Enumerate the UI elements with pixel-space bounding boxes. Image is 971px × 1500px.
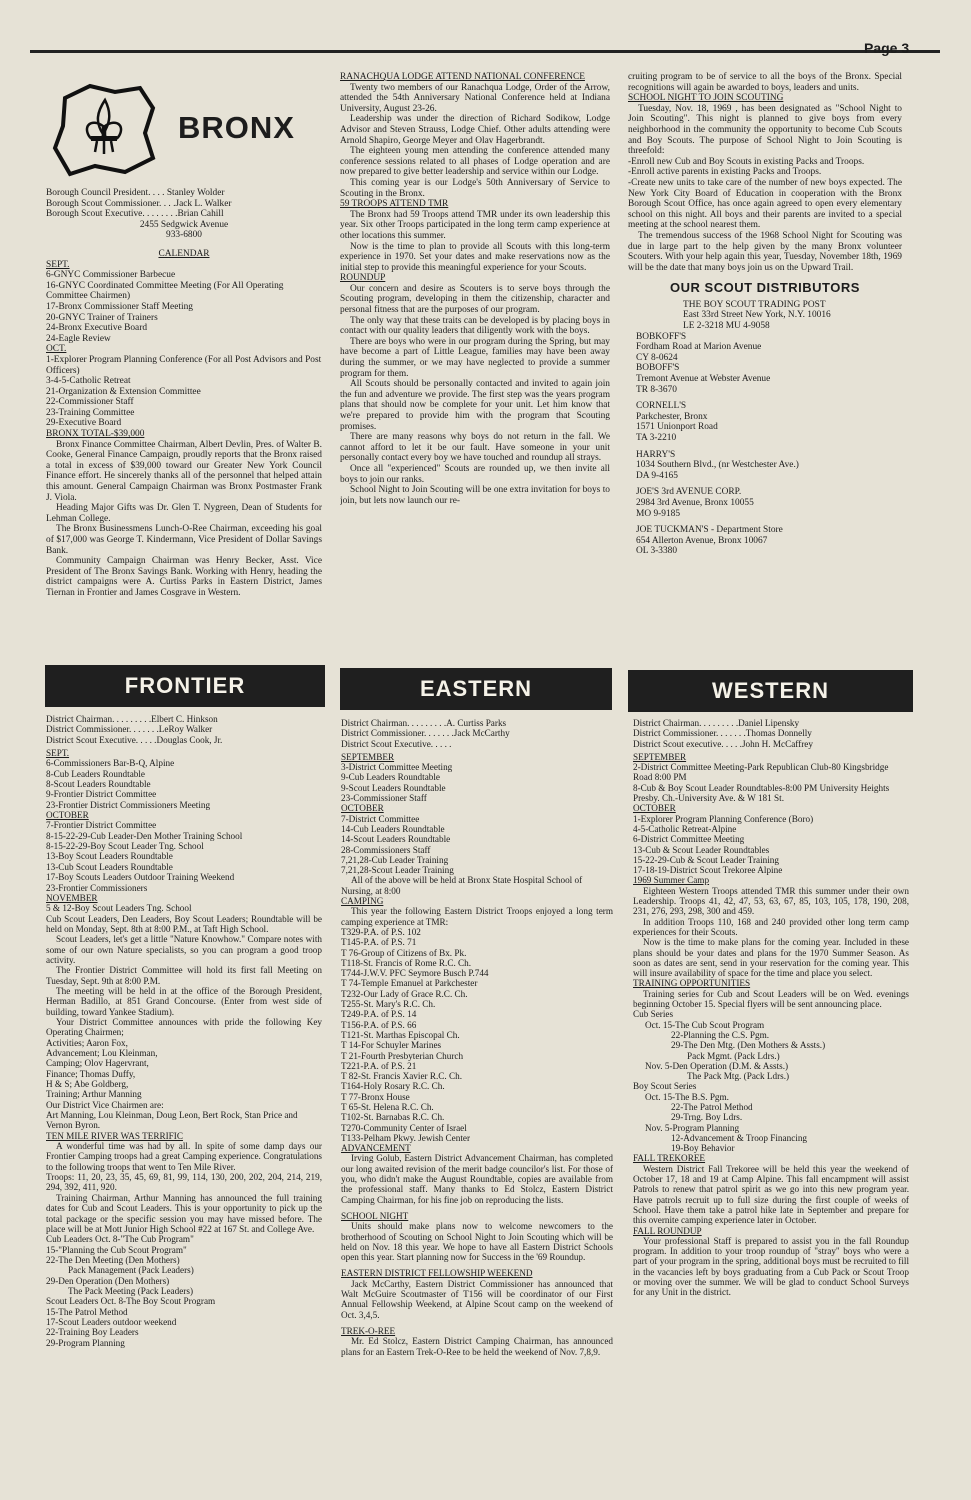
section-heading: TEN MILE RIVER WAS TERRIFIC xyxy=(46,1130,183,1141)
calendar-item: 14-Scout Leaders Roundtable xyxy=(341,834,451,845)
troop-line: T 74-Temple Emanuel at Parkchester xyxy=(341,978,478,989)
paragraph: Western District Fall Trekoree will be held this year the weekend of October 17, 18 and 19 at Camp Alpine. This fall encampment will assist Patrols to renew that patrol spirit as we go into this new program year. Have patrols recruit up to full size during the first couple of weeks of School. Have them take a patrol hike late in September and prepare for this overnite camping experience later in October. xyxy=(633,1163,909,1226)
paragraph: There are boys who were in our program during the Spring, but may have become a part of Little League, families may have been away during the summer, or we may have neglected to provide a summer program for them. xyxy=(340,336,610,379)
paragraph: Heading Major Gifts was Dr. Glen T. Nygreen, Dean of Students for Lehman College. xyxy=(46,503,322,524)
paragraph: -Create new units to take care of the number of new boys expected. The New York City Board of Education in cooperation with the Bronx Borough Scout Office, has once again agreed to open every elementary school on this night. All boys and their parents are invited to a special meeting at the school nearest them. xyxy=(628,177,902,231)
distributor-phone: OL 3-3380 xyxy=(636,546,678,557)
troop-line: T 77-Bronx House xyxy=(341,1091,410,1102)
training-line: 29-Den Operation (Den Mothers) xyxy=(46,1275,170,1286)
middle-column xyxy=(340,72,610,650)
paragraph: The only way that these traits can be developed is by placing boys in contact with our quality leaders that diligently work with the boys. xyxy=(340,315,610,337)
calendar-item: 13-Cub & Scout Leader Roundtables xyxy=(633,844,770,855)
paragraph: All Scouts should be personally contacted and invited to again join the fun and adventure we provide. The first step was the years program plans that should now be complete for your unit. Let him know that we're prepared to provide him with the program that Scouting promises. xyxy=(340,379,610,432)
troop-line: T118-St. Francis of Rome R.C. Ch. xyxy=(341,957,472,968)
troop-line: T249-P.A. of P.S. 14 xyxy=(341,1009,417,1020)
paragraph: Your professional Staff is prepared to assist you in the fall Roundup program. In addition to your troop roundup of "stray" boys who were a part of your program in the spring, additional boys must be recruited to fill in the vacancies left by boys graduating from a Cub Pack or Scout Troop or moving over the summer. We will be glad to conduct School Surveys for any Unit in the district. xyxy=(633,1235,909,1298)
paragraph: -Enroll active parents in existing Packs and Troops. xyxy=(628,167,822,178)
distributor-address: Parkchester, Bronx xyxy=(636,411,708,422)
officer-line: District Chairman. . . . . . . . .Elbert C. Hinkson xyxy=(46,714,218,724)
calendar-item: 13-Cub Scout Leaders Roundtable xyxy=(46,861,173,872)
section-heading: SCHOOL NIGHT xyxy=(341,1210,409,1221)
calendar-item: 21-Organization & Extension Committee xyxy=(46,386,201,397)
training-line: Cub Leaders Oct. 8-"The Cub Program" xyxy=(46,1234,194,1245)
paragraph: Eighteen Western Troops attended TMR this summer under their own Leadership. Troops 41, 42, 47, 53, 63, 67, 85, 103, 105, 178, 190, 208, 231, 276, 293, 298, 300 and 459. xyxy=(633,885,909,917)
calendar-item: All of the above will be held at Bronx State Hospital School of Nursing, at 8:00 xyxy=(341,875,583,896)
calendar-item: 7,21,28-Cub Leader Training xyxy=(341,854,449,865)
officer-line: Borough Scout Commissioner. . . .Jack L. Walker xyxy=(46,198,232,209)
section-heading: TREK-O-REE xyxy=(341,1325,396,1336)
paragraph: Scout Leaders, let's get a little "Nature Knowhow." Compare notes with some of our own Nature specialists, so you can program a good troop activity. xyxy=(46,934,322,965)
paragraph: School Night to Join Scouting will be one extra invitation for boys to join, but lets now launch our re- xyxy=(340,485,610,506)
training-line: 22-The Den Meeting (Den Mothers) xyxy=(46,1254,180,1265)
western-banner: WESTERN xyxy=(628,670,913,712)
distributor-name: JOE'S 3rd AVENUE CORP. xyxy=(636,487,742,498)
distributor-name: BOBKOFF'S xyxy=(636,331,687,342)
calendar-item: 8-Cub & Boy Scout Leader Roundtables-8:00 PM University Heights Presby. Ch.-University Ave. & W 181 St. xyxy=(633,782,890,804)
paragraph: Twenty two members of our Ranachqua Lodge, Order of the Arrow, attended the 54th Anniversary National Conference held at Indiana University, August 23-26. xyxy=(340,82,610,114)
troop-line: T255-St. Mary's R.C. Ch. xyxy=(341,999,436,1010)
month-label: SEPT. xyxy=(46,748,70,759)
distributor-phone: CY 8-0624 xyxy=(636,352,678,363)
bronx-title: BRONX xyxy=(178,110,295,145)
distributor-entry xyxy=(636,525,902,557)
troop-line: T270-Community Center of Israel xyxy=(341,1122,467,1133)
paragraph: Community Campaign Chairman was Henry Becker, Asst. Vice President of The Bronx Savings Bank. Working with Henry, heading the district campaigns were A. Curtiss Parks in Eastern District, James Tiernan in Frontier and James Cosgrave in Western. xyxy=(46,556,322,598)
month-label: OCTOBER xyxy=(341,803,384,814)
calendar-item: 17-Bronx Commissioner Staff Meeting xyxy=(46,301,193,312)
paragraph: Now is the time to make plans for the coming year. Included in these plans should be your dates and plans for the 1970 Summer Season. As soon as dates are sent, send in your reservation for the coming year. This will insure availability of space for the time and place you select. xyxy=(633,937,909,979)
paragraph: The Bronx Businessmens Lunch-O-Ree Chairman, exceeding his goal of $17,000 was George T. Kindermann, Vice President of Dollar Savings Bank. xyxy=(46,524,322,556)
calendar-item: 20-GNYC Trainer of Trainers xyxy=(46,312,158,323)
distributor-address: 1571 Unionport Road xyxy=(636,422,718,433)
calendar-item: 2-District Committee Meeting-Park Republican Club-80 Kingsbridge Road 8:00 PM xyxy=(633,762,889,783)
section-heading: ROUNDUP xyxy=(340,273,386,284)
officer-line: District Chairman. . . . . . . . .Daniel Lipensky xyxy=(633,718,800,728)
calendar-item: 24-Bronx Executive Board xyxy=(46,323,148,334)
distributor-address: Tremont Avenue at Webster Avenue xyxy=(636,374,771,385)
month-label: SEPTEMBER xyxy=(341,751,395,762)
series-item: 12-Advancement & Troop Financing xyxy=(671,1132,808,1143)
series-item: Oct. 15-The Cub Scout Program xyxy=(645,1019,765,1030)
calendar-item: 13-Boy Scout Leaders Roundtable xyxy=(46,851,173,862)
paragraph: Mr. Ed Stolcz, Eastern District Camping Chairman, has announced plans for an Eastern Trek-O-Ree to be held the weekend of Nov. 7,8,9. xyxy=(341,1336,613,1357)
paragraph: There are many reasons why boys do not return in the fall. We cannot afford to let it be our fault. Have someone in your unit personally contact every boy we have touched and roundup all strays. xyxy=(340,432,610,464)
chairman-line: Art Manning, Lou Kleinman, Doug Leon, Bert Rock, Stan Price and Vernon Byron. xyxy=(46,1110,298,1131)
calendar-item: 6-Commissioners Bar-B-Q, Alpine xyxy=(46,758,175,769)
distributor-phone: DA 9-4165 xyxy=(636,470,678,481)
training-line: 17-Scout Leaders outdoor weekend xyxy=(46,1316,177,1327)
officer-line: District Chairman. . . . . . . . .A. Curtiss Parks xyxy=(341,718,507,728)
troop-line: T 82-St. Francis Xavier R.C. Ch. xyxy=(341,1071,463,1082)
bronx-fleur-de-lis-logo xyxy=(45,78,165,178)
calendar-item: 24-Eagle Review xyxy=(46,333,111,344)
calendar-item: 15-22-29-Cub & Scout Leader Training xyxy=(633,854,779,865)
troop-line: T 21-Fourth Presbyterian Church xyxy=(341,1050,464,1061)
series-item: Oct. 15-The B.S. Pgm. xyxy=(645,1091,729,1102)
troop-line: T 76-Group of Citizens of Bx. Pk. xyxy=(341,947,467,958)
troop-line: T744-J.W.V. PFC Seymore Busch P.744 xyxy=(341,968,489,979)
training-line: The Pack Meeting (Pack Leaders) xyxy=(68,1285,194,1296)
calendar-item: 23-Frontier Commissioners xyxy=(46,882,148,893)
troop-line: T232-Our Lady of Grace R.C. Ch. xyxy=(341,988,468,999)
trading-post-line: East 33rd Street New York, N.Y. 10016 xyxy=(683,310,831,321)
calendar-item: 17-Boy Scouts Leaders Outdoor Training Weekend xyxy=(46,872,235,883)
calendar-item: 8-Scout Leaders Roundtable xyxy=(46,779,151,790)
officer-line: Borough Council President. . . . Stanley Wolder xyxy=(46,188,225,198)
western-column xyxy=(633,718,909,1456)
chairman-line: Finance; Thomas Duffy, xyxy=(46,1068,136,1079)
calendar-item: 6-GNYC Commissioner Barbecue xyxy=(46,270,176,281)
series-item: Nov. 5-Program Planning xyxy=(645,1122,740,1133)
calendar-item: 4-5-Catholic Retreat-Alpine xyxy=(633,823,737,834)
paragraph: Training Chairman, Arthur Manning has announced the full training dates for Cub and Scout Leaders. This is your opportunity to pick up the total package or the specific session you may have missed before. The place will be at Mott Junior High School #22 at 167 St. and College Ave. xyxy=(46,1192,322,1234)
month-label: SEPTEMBER xyxy=(633,751,687,762)
troop-line: T156-P.A. of P.S. 66 xyxy=(341,1019,417,1030)
distributor-phone: TR 8-3670 xyxy=(636,384,677,395)
paragraph: Units should make plans now to welcome newcomers to the brotherhood of Scouting on School Night to Join Scouting which will be held on Nov. 18 this year. We hope to have all Eastern District Schools open this year. Start planning now for Success in the '69 Roundup. xyxy=(341,1221,613,1263)
distributor-entry xyxy=(636,363,902,395)
distributors-heading: OUR SCOUT DISTRIBUTORS xyxy=(670,280,860,296)
paragraph: Our concern and desire as Scouters is to serve boys through the Scouting program, developing in them the citizenship, character and personal fitness that are the purposes of our program. xyxy=(340,283,610,316)
troop-line: T221-P.A. of P.S. 21 xyxy=(341,1060,417,1071)
calendar-item: 16-GNYC Coordinated Committee Meeting (For All Operating Committee Chairmen) xyxy=(46,280,284,302)
paragraph: cruiting program to be of service to all the boys of the Bronx. Special recognitions will again be awarded to boys, leaders and units. xyxy=(628,72,902,93)
calendar-item: 23-Commissioner Staff xyxy=(341,793,427,804)
section-heading: EASTERN DISTRICT FELLOWSHIP WEEKEND xyxy=(341,1268,533,1279)
officer-line: District Scout executive. . . . .John H. McCaffrey xyxy=(633,738,813,749)
calendar-item: 8-15-22-29-Boy Scout Leader Tng. School xyxy=(46,841,204,852)
paragraph: Cub Scout Leaders, Den Leaders, Boy Scout Leaders; Roundtable will be held on Monday, Sept. 8th at 8:00 P.M., at Taft High School. xyxy=(46,913,322,934)
distributor-entry xyxy=(636,487,902,519)
officer-line: District Scout Executive. . . . . xyxy=(341,738,452,749)
troop-line: T121-St. Marthas Episcopal Ch. xyxy=(341,1029,460,1040)
paragraph: -Enroll new Cub and Boy Scouts in existing Packs and Troops. xyxy=(628,156,865,167)
series-item: 19-Boy Behavior xyxy=(671,1143,735,1154)
calendar-item: 7-Frontier District Committee xyxy=(46,820,157,831)
calendar-item: 1-Explorer Program Planning Conference (Boro) xyxy=(633,813,814,824)
calendar-item: 22-Commissioner Staff xyxy=(46,397,134,408)
calendar-item: 9-Scout Leaders Roundtable xyxy=(341,782,446,793)
bronx-phone: 933-6800 xyxy=(166,230,202,241)
distributor-name: BOBOFF'S xyxy=(636,363,680,374)
calendar-item: 6-District Committee Meeting xyxy=(633,834,745,845)
top-rule xyxy=(30,50,940,53)
calendar-item: 28-Commissioners Staff xyxy=(341,844,431,855)
calendar-item: 9-Frontier District Committee xyxy=(46,789,157,800)
calendar-item: 1-Explorer Program Planning Conference (For all Post Advisors and Post Officers) xyxy=(46,354,322,376)
troop-line: T102-St. Barnabas R.C. Ch. xyxy=(341,1112,445,1123)
officer-line: District Commissioner. . . . . . .Jack McCarthy xyxy=(341,728,510,739)
series-item: 29-Trng. Boy Ldrs. xyxy=(671,1112,743,1123)
series-item: Nov. 5-Den Operation (D.M. & Assts.) xyxy=(645,1060,789,1071)
calendar-item: 8-Cub Leaders Roundtable xyxy=(46,768,145,779)
chairman-line: Advancement; Lou Kleinman, xyxy=(46,1048,158,1058)
calendar-item: 23-Frontier District Commissioners Meeting xyxy=(46,799,211,810)
troop-line: T164-Holy Rosary R.C. Ch. xyxy=(341,1081,445,1092)
section-heading: FALL ROUNDUP xyxy=(633,1225,702,1236)
section-heading: FALL TREKOREE xyxy=(633,1153,706,1164)
series-item: The Pack Mtg. (Pack Ldrs.) xyxy=(687,1071,790,1082)
paragraph: In addition Troops 110, 168 and 240 provided other long term camp experiences for their Scouts. xyxy=(633,916,909,937)
paragraph: The eighteen young men attending the conference attended many conference sessions related to all phases of Lodge operation and are now prepared to give better leadership and service within our Lodge. xyxy=(340,146,610,178)
distributor-entry xyxy=(636,401,902,443)
calendar-item: 29-Executive Board xyxy=(46,418,122,429)
paragraph: Training series for Cub and Scout Leaders will be on Wed. evenings beginning October 15. Special flyers will be sent announcing place. xyxy=(633,988,909,1010)
frontier-column xyxy=(46,714,322,1456)
officer-line: District Scout Executive. . . . .Douglas Cook, Jr. xyxy=(46,734,223,745)
calendar-item: 5 & 12-Boy Scout Leaders Tng. School xyxy=(46,903,192,914)
distributor-address: 654 Allerton Avenue, Bronx 10067 xyxy=(636,535,768,546)
distributor-name: JOE TUCKMAN'S - Department Store xyxy=(636,525,783,536)
calendar-item: 7,21,28-Scout Leader Training xyxy=(341,865,454,876)
section-heading: 59 TROOPS ATTEND TMR xyxy=(340,199,449,210)
trading-post-line: THE BOY SCOUT TRADING POST xyxy=(683,299,826,310)
troop-line: T133-Pelham Pkwy. Jewish Center xyxy=(341,1132,471,1143)
section-heading: 1969 Summer Camp xyxy=(633,875,710,886)
paragraph: Irving Golub, Eastern District Advancement Chairman, has completed our long awaited revision of the merit badge councilor's list. For those of you, who didn't make the August Roundtable, copies are available from the professional staff. Many thanks to Ed Stolcz, Eastern District Camping Chairman, for his fine job on reproducing the lists. xyxy=(341,1153,613,1205)
paragraph: The meeting will be held in at the office of the Borough President, Herman Badillo, at 851 Grand Concourse. (Enter from west side of building, toward Yankee Stadium). xyxy=(46,985,322,1017)
chairman-line: H & S; Abe Goldberg, xyxy=(46,1079,129,1090)
chairman-line: Our District Vice Chairmen are: xyxy=(46,1099,164,1110)
section-heading: SCHOOL NIGHT TO JOIN SCOUTING xyxy=(628,93,784,104)
paragraph: This year the following Eastern District Troops enjoyed a long term camping experience at TMR: xyxy=(341,906,613,927)
calendar-item: 3-District Committee Meeting xyxy=(341,762,453,773)
month-label: SEPT. xyxy=(46,259,70,270)
bronx-address: 2455 Sedgwick Avenue xyxy=(139,219,229,230)
troop-line: T145-P.A. of P.S. 71 xyxy=(341,937,417,948)
calendar-item: 9-Cub Leaders Roundtable xyxy=(341,772,440,783)
series-title: Boy Scout Series xyxy=(633,1081,697,1092)
calendar-item: 23-Training Committee xyxy=(46,407,135,418)
calendar-item: 3-4-5-Catholic Retreat xyxy=(46,376,131,387)
training-line: Scout Leaders Oct. 8-The Boy Scout Program xyxy=(46,1296,216,1307)
frontier-banner: FRONTIER xyxy=(45,665,325,707)
section-heading: ADVANCEMENT xyxy=(341,1143,411,1154)
right-column xyxy=(628,72,902,652)
series-item: 22-The Patrol Method xyxy=(671,1101,753,1112)
paragraph: This coming year is our Lodge's 50th Anniversary of Service to Scouting in the Bronx. xyxy=(340,177,610,199)
distributor-name: HARRY'S xyxy=(636,449,676,460)
series-item: Pack Mgmt. (Pack Ldrs.) xyxy=(687,1050,780,1061)
paragraph: Now is the time to plan to provide all Scouts with this long-term experience in 1970. Set your dates and make reservations now as the initial step to provide this meaningful experience for your Scouts. xyxy=(340,241,610,273)
chairman-line: Camping; Olov Hagervrant, xyxy=(46,1058,149,1069)
bronx-officers xyxy=(46,188,322,241)
series-title: Cub Series xyxy=(633,1009,674,1020)
paragraph: Jack McCarthy, Eastern District Commissioner has announced that Walt McGuire Scoutmaster of T156 will be coordinator of our First Annual Fellowship Weekend, at Alpine Scout camp on the weekend of Oct. 3,4,5. xyxy=(341,1278,613,1320)
troop-line: T 14-For Schuyler Marines xyxy=(341,1040,442,1051)
chairman-line: Activities; Aaron Fox, xyxy=(46,1037,128,1048)
paragraph: The Bronx had 59 Troops attend TMR under its own leadership this year. Six other Troops participated in the long term camp experience at other locations this summer. xyxy=(340,209,610,241)
paragraph: Your District Committee announces with pride the following Key Operating Chairmen; xyxy=(46,1016,322,1038)
calendar-item: 14-Cub Leaders Roundtable xyxy=(341,823,445,834)
calendar-item: 7-District Committee xyxy=(341,813,420,824)
month-label: OCTOBER xyxy=(46,810,89,821)
month-label: OCTOBER xyxy=(633,803,676,814)
troop-line: T329-P.A. of P.S. 102 xyxy=(341,926,421,937)
paragraph: Once all "experienced" Scouts are rounded up, we then invite all boys to join our ranks. xyxy=(340,463,610,485)
chairman-line: Training; Arthur Manning xyxy=(46,1089,142,1100)
eastern-banner: EASTERN xyxy=(340,668,612,710)
paragraph: The Frontier District Committee will hold its first fall Meeting on Tuesday, Sept. 9th at 8:00 P.M. xyxy=(46,965,322,986)
calendar-heading: CALENDAR xyxy=(158,248,210,259)
officer-line: District Commissioner. . . . . . .LeRoy Walker xyxy=(46,724,213,735)
trading-post xyxy=(628,300,902,332)
section-heading: RANACHQUA LODGE ATTEND NATIONAL CONFERENCE xyxy=(340,72,585,82)
officer-line: Borough Scout Executive. . . . . . . .Brian Cahill xyxy=(46,209,224,220)
month-label: OCT. xyxy=(46,344,67,355)
distributor-address: 1034 Southern Blvd., (nr Westchester Ave.) xyxy=(636,460,799,471)
paragraph: The tremendous success of the 1968 School Night for Scouting was due in large part to the help given by the many Bronx volunteer Scouters. With your help again this year, Tuesday, November 18th, 1969 will be the date that many boys join us on the Upward Trail. xyxy=(628,230,902,273)
paragraph: Tuesday, Nov. 18, 1969 , has been designated as "School Night to Join Scouting". This night is planned to give boys from every neighborhood in the community the opportunity to become Cub Scouts and Boy Scouts. The purpose of School Night to Join Scouting is threefold: xyxy=(628,103,902,157)
distributor-phone: TA 3-2210 xyxy=(636,433,677,443)
series-item: 29-The Den Mtg. (Den Mothers & Assts.) xyxy=(671,1040,826,1051)
paragraph: Bronx Finance Committee Chairman, Albert Devlin, Pres. of Walter B. Cooke, General Finance Campaign, proudly reports that the Bronx raised a total in excess of $39,000 toward our Greater New York Council Finance effort. He sincerely thanks all of the personnel that helped attain this amount. General Campaign Chairman was Bronx Postmaster Frank J. Viola. xyxy=(46,439,322,503)
distributor-entry xyxy=(636,450,902,482)
bronx-column xyxy=(46,188,322,650)
section-heading: BRONX TOTAL-$39,000 xyxy=(46,429,145,440)
month-label: NOVEMBER xyxy=(46,892,98,903)
training-line: Pack Management (Pack Leaders) xyxy=(68,1265,194,1276)
page-number: Page 3 xyxy=(864,40,910,56)
officer-line: District Commissioner. . . . . . .Thomas Donnelly xyxy=(633,728,812,739)
paragraph: Leadership was under the direction of Richard Sodikow, Lodge Advisor and Steven Strauss, Lodge Chief. Other adults attending were Arnold Shapiro, George Meyer and Olav Hagerbrandt. xyxy=(340,114,610,146)
paragraph: Troops: 11, 20, 23, 35, 45, 69, 81, 99, 114, 130, 200, 202, 204, 214, 219, 294, 392, 411, 920. xyxy=(46,1172,322,1193)
distributor-list xyxy=(628,332,902,557)
section-heading: CAMPING xyxy=(341,896,384,907)
calendar-item: 8-15-22-29-Cub Leader-Den Mother Training School xyxy=(46,830,243,841)
distributor-address: Fordham Road at Marion Avenue xyxy=(636,342,762,353)
trading-post-line: LE 2-3218 MU 4-9058 xyxy=(683,321,770,332)
series-item: 22-Planning the C.S. Pgm. xyxy=(671,1029,770,1040)
training-line: 15-The Patrol Method xyxy=(46,1306,128,1317)
section-heading: TRAINING OPPORTUNITIES xyxy=(633,978,751,989)
training-line: 29-Program Planning xyxy=(46,1337,125,1348)
distributor-phone: MO 9-9185 xyxy=(636,508,681,519)
calendar-item: 17-18-19-District Scout Trekoree Alpine xyxy=(633,865,783,876)
troop-line: T 65-St. Helena R.C. Ch. xyxy=(341,1101,434,1112)
eastern-column xyxy=(341,718,613,1438)
distributor-entry xyxy=(636,332,902,364)
training-line: 22-Training Boy Leaders xyxy=(46,1327,139,1338)
paragraph: A wonderful time was had by all. In spite of some damp days our Frontier Camping troops had a great Camping experience. Congratulations to the following troops that went to Ten Mile River. xyxy=(46,1141,322,1172)
distributor-address: 2984 3rd Avenue, Bronx 10055 xyxy=(636,497,754,508)
training-line: 15-"Planning the Cub Scout Program" xyxy=(46,1244,187,1255)
distributor-name: CORNELL'S xyxy=(636,401,687,412)
